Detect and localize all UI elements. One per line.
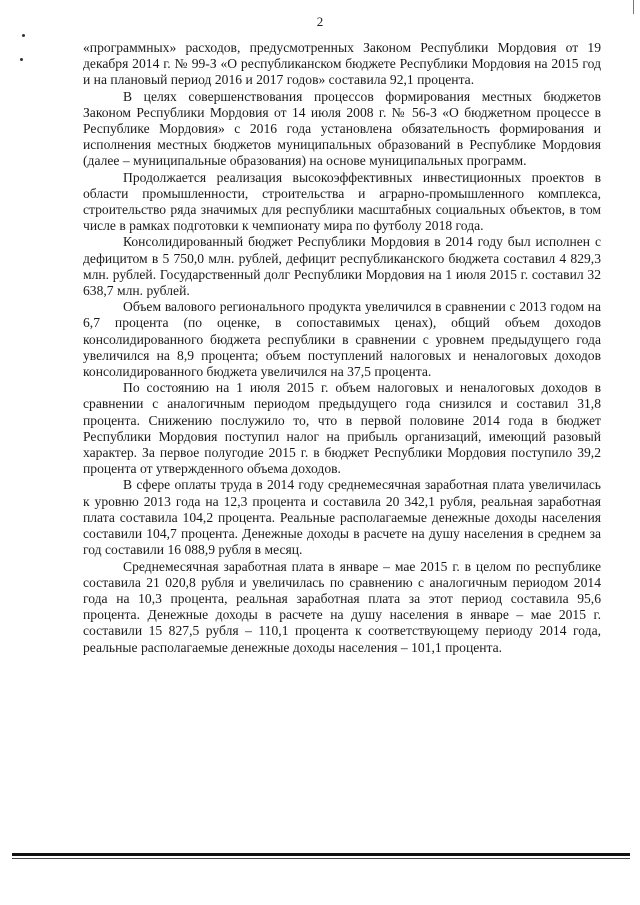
paragraph: Среднемесячная заработная плата в январе – мае 2015 г. в целом по республике составила 21 020,8 рубля и увеличилась по сравнению с аналогичным периодом 2014 года на 10,3 процента, реальная заработная плата за этот период составила 95,6 процента. Денежные доходы в расчете на душу населения в январе – мае 2015 г. составили 15 827,5 рубля – 110,1 процента к соответствующему периоду 2014 года, реальные располагаемые денежные доходы населения – 101,1 процента. (83, 558, 601, 655)
scan-speck (20, 58, 23, 61)
document-body (83, 40, 601, 656)
paragraph: Консолидированный бюджет Республики Мордовия в 2014 году был исполнен с дефицитом в 5 750,0 млн. рублей, дефицит республиканского бюджета составил 4 829,3 млн. рублей. Государственный долг Республики Мордовия на 1 июля 2015 г. составил 32 638,7 млн. рублей. (83, 234, 601, 299)
scan-edge-mark (633, 0, 634, 14)
page-bottom-rule-thin (12, 858, 630, 859)
page-bottom-rule (12, 853, 630, 856)
paragraph: «программных» расходов, предусмотренных Законом Республики Мордовия от 19 декабря 2014 г. № 99-З «О республиканском бюджете Республики Мордовия на 2015 год и на плановый период 2016 и 2017 годов» составила 92,1 процента. (83, 40, 601, 88)
paragraph: В целях совершенствования процессов формирования местных бюджетов Законом Республики Мордовия от 14 июля 2008 г. № 56-З «О бюджетном процессе в Республике Мордовия» с 2016 года установлена обязательность формирования и исполнения местных бюджетов муниципальных образований в Республике Мордовия (далее – муниципальные образования) на основе муниципальных программ. (83, 88, 601, 169)
paragraph: Объем валового регионального продукта увеличился в сравнении с 2013 годом на 6,7 процента (по оценке, в сопоставимых ценах), общий объем доходов консолидированного бюджета республики в сравнении с уровнем предыдущего года увеличился на 8,9 процента; объем поступлений налоговых и неналоговых доходов консолидированного бюджета увеличился на 37,5 процента. (83, 299, 601, 380)
paragraph: По состоянию на 1 июля 2015 г. объем налоговых и неналоговых доходов в сравнении с аналогичным периодом предыдущего года снизился и составил 31,8 процента. Снижению послужило то, что в первой половине 2014 года в бюджет Республики Мордовия поступил налог на прибыль организаций, имеющий разовый характер. За первое полугодие 2015 г. в бюджет Республики Мордовия поступило 39,2 процента от утвержденного объема доходов. (83, 380, 601, 477)
page-number: 2 (316, 14, 324, 29)
paragraph: В сфере оплаты труда в 2014 году среднемесячная заработная плата увеличилась к уровню 2013 года на 12,3 процента и составила 20 342,1 рубля, реальная заработная плата составила 104,2 процента. Реальные располагаемые денежные доходы населения составили 104,7 процента. Денежные доходы в расчете на душу населения в среднем за год составили 16 088,9 рубля в месяц. (83, 477, 601, 558)
scan-speck (22, 34, 25, 37)
paragraph: Продолжается реализация высокоэффективных инвестиционных проектов в области промышленности, строительства и аграрно-промышленного комплекса, строительство ряда значимых для республики масштабных социальных объектов, в том числе в рамках подготовки к чемпионату мира по футболу 2018 года. (83, 169, 601, 234)
